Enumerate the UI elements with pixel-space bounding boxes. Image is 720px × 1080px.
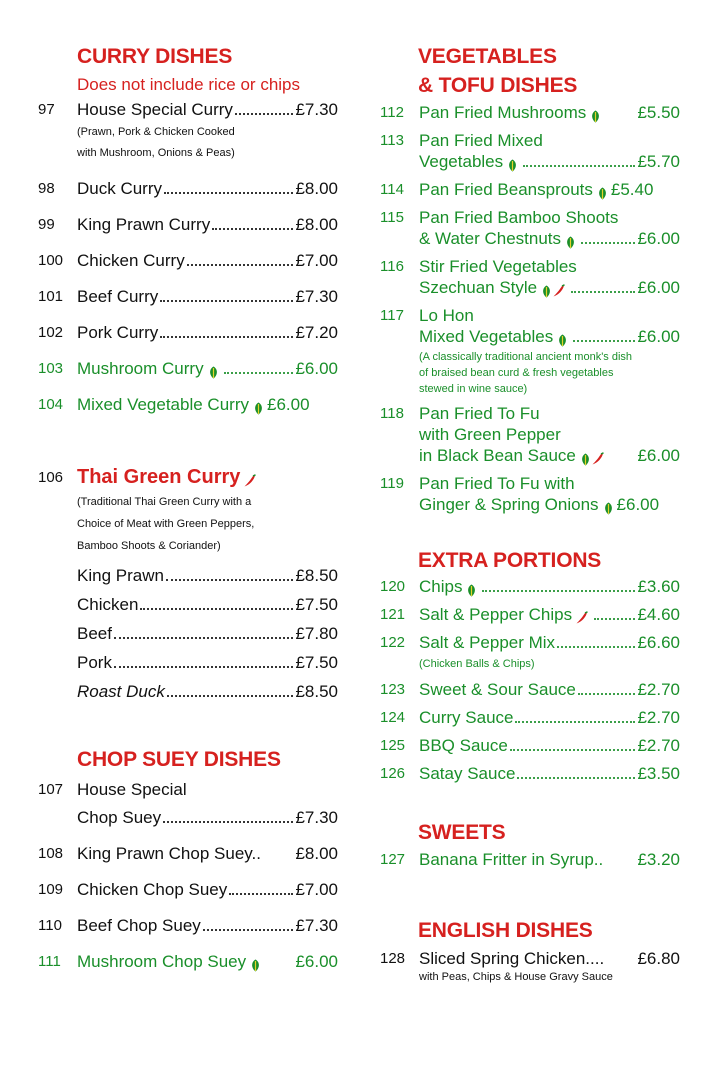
item-number: 106: [38, 469, 64, 486]
item-number: 125: [380, 737, 406, 754]
menu-item-122: [380, 632, 680, 653]
menu-item-103: [38, 358, 338, 379]
menu-item-111: [38, 951, 338, 972]
menu-item-110: [38, 915, 338, 936]
item-price: £6.80: [637, 949, 680, 968]
menu-item-118: [380, 403, 680, 424]
chili-icon: [552, 284, 566, 298]
item-name: Banana Fritter in Syrup..: [419, 850, 604, 869]
item-note: with Peas, Chips & House Gravy Sauce: [419, 971, 613, 983]
item-name: Curry Sauce: [419, 708, 514, 727]
item-price: £6.00: [295, 359, 338, 378]
thai-option-king-prawn: [77, 565, 338, 586]
item-number: 124: [380, 709, 406, 726]
veg-heading-2: & TOFU DISHES: [418, 74, 578, 97]
item-price: £7.20: [295, 323, 338, 342]
english-heading: ENGLISH DISHES: [418, 919, 593, 942]
item-price: £2.70: [637, 680, 680, 699]
menu-item-106: [38, 467, 338, 488]
item-price: £3.20: [637, 850, 680, 869]
item-number: 111: [38, 953, 61, 970]
item-name: Pan Fried Beansprouts: [419, 180, 593, 199]
option-price: £7.80: [295, 624, 338, 643]
item-note: Choice of Meat with Green Peppers,: [77, 518, 255, 530]
item-name: Chop Suey: [77, 808, 162, 827]
option-name: Beef: [77, 624, 112, 643]
item-number: 108: [38, 845, 64, 862]
menu-item-108: [38, 843, 338, 864]
menu-item-112: [380, 102, 680, 123]
item-price: £2.70: [637, 708, 680, 727]
item-name: in Black Bean Sauce: [419, 446, 576, 465]
item-name: Pork Curry: [77, 323, 159, 342]
leaf-icon: [597, 187, 608, 200]
leaf-icon: [250, 959, 261, 972]
menu-item-107-line2: [77, 807, 338, 828]
item-number: 110: [38, 917, 62, 934]
item-name: House Special: [77, 780, 187, 799]
leaf-icon: [208, 366, 219, 379]
menu-item-116-line2: [419, 277, 680, 298]
item-price: £2.70: [637, 736, 680, 755]
item-name: Pan Fried To Fu with: [419, 474, 575, 493]
chili-icon: [243, 474, 257, 488]
item-price: £7.30: [295, 100, 338, 119]
item-name: Chicken Curry: [77, 251, 185, 270]
leaf-icon: [541, 285, 552, 298]
item-note: with Mushroom, Onions & Peas): [77, 147, 235, 159]
menu-item-121: [380, 604, 680, 625]
menu-item-118-line2: [419, 424, 680, 445]
item-price: £6.00: [637, 278, 680, 297]
item-name: Mushroom Curry: [77, 359, 204, 378]
item-price: £5.40: [610, 180, 654, 199]
item-price: £6.00: [637, 327, 680, 346]
item-price: £4.60: [637, 605, 680, 624]
item-name: Sweet & Sour Sauce: [419, 680, 576, 699]
item-number: 116: [380, 258, 404, 275]
curry-heading: CURRY DISHES: [77, 45, 233, 68]
menu-item-119: [380, 473, 680, 494]
item-number: 102: [38, 324, 64, 341]
item-price: £3.60: [637, 577, 680, 596]
option-price: £7.50: [295, 653, 338, 672]
item-number: 121: [380, 606, 406, 623]
item-name: Mixed Vegetable Curry: [77, 395, 249, 414]
item-price: £5.70: [637, 152, 680, 171]
item-name: Duck Curry: [77, 179, 163, 198]
item-number: 103: [38, 360, 64, 377]
item-name: Lo Hon: [419, 306, 474, 325]
menu-item-115: [380, 207, 680, 228]
item-number: 126: [380, 765, 406, 782]
item-name: Thai Green Curry: [77, 466, 241, 488]
leaf-icon: [557, 334, 568, 347]
item-name: Stir Fried Vegetables: [419, 257, 577, 276]
item-name: Pan Fried Bamboo Shoots: [419, 208, 619, 227]
option-name: King Prawn: [77, 566, 164, 585]
item-number: 119: [380, 475, 404, 492]
item-name: King Prawn Chop Suey..: [77, 844, 261, 863]
menu-item-117-line2: [419, 326, 680, 347]
item-number: 107: [38, 781, 64, 798]
leaf-icon: [580, 453, 591, 466]
item-number: 104: [38, 396, 64, 413]
menu-item-113-line2: [419, 151, 680, 172]
menu-item-125: [380, 735, 680, 756]
item-number: 109: [38, 881, 64, 898]
item-number: 114: [380, 181, 404, 198]
item-name: Salt & Pepper Chips: [419, 605, 573, 624]
option-name: Pork: [77, 653, 112, 672]
menu-item-127: [380, 849, 680, 870]
item-name: Chicken Chop Suey: [77, 880, 228, 899]
menu-item-124: [380, 707, 680, 728]
menu-item-117: [380, 305, 680, 326]
item-number: 122: [380, 634, 406, 651]
item-name: Satay Sauce: [419, 764, 516, 783]
leaf-icon: [466, 584, 477, 597]
item-number: 123: [380, 681, 406, 698]
item-name: House Special Curry: [77, 100, 233, 119]
item-number: 117: [380, 307, 404, 324]
item-name: Sliced Spring Chicken....: [419, 949, 605, 968]
item-note: (Chicken Balls & Chips): [419, 658, 535, 670]
menu-item-113: [380, 130, 680, 151]
item-note: (A classically traditional ancient monk's dish: [419, 351, 633, 363]
thai-option-roast-duck: [77, 681, 338, 702]
item-name: Vegetables: [419, 152, 504, 171]
curry-subnote: Does not include rice or chips: [77, 75, 301, 94]
item-name: with Green Pepper: [419, 425, 561, 444]
menu-item-107: [38, 779, 338, 800]
item-price: £6.00: [266, 395, 310, 414]
item-name: Szechuan Style: [419, 278, 538, 297]
item-number: 128: [380, 950, 406, 967]
item-number: 101: [38, 288, 64, 305]
item-name: Pan Fried To Fu: [419, 404, 540, 423]
item-name: Beef Chop Suey: [77, 916, 201, 935]
menu-item-99: [38, 214, 338, 235]
menu-item-116: [380, 256, 680, 277]
item-note: (Traditional Thai Green Curry with a: [77, 496, 252, 508]
menu-item-100: [38, 250, 338, 271]
left-column: [38, 42, 338, 972]
item-note: of braised bean curd & fresh vegetables: [419, 367, 614, 379]
menu-item-118-line3: [419, 445, 680, 466]
menu-item-123: [380, 679, 680, 700]
veg-heading: VEGETABLES: [418, 45, 557, 68]
item-name: BBQ Sauce: [419, 736, 508, 755]
item-price: £7.30: [295, 916, 338, 935]
item-note: stewed in wine sauce): [419, 383, 528, 395]
item-name: Mixed Vegetables: [419, 327, 554, 346]
item-name: Pan Fried Mixed: [419, 131, 543, 150]
menu-item-101: [38, 286, 338, 307]
menu-item-119-line2: [419, 494, 680, 515]
item-number: 100: [38, 252, 64, 269]
leaf-icon: [603, 502, 614, 515]
item-price: £7.30: [295, 287, 338, 306]
item-number: 118: [380, 405, 404, 422]
item-price: £7.00: [295, 880, 338, 899]
item-name: Ginger & Spring Onions: [419, 495, 599, 514]
option-price: £7.50: [295, 595, 338, 614]
leaf-icon: [590, 110, 601, 123]
item-name: Salt & Pepper Mix: [419, 633, 556, 652]
menu-item-98: [38, 178, 338, 199]
item-number: 113: [380, 132, 404, 149]
sweets-heading: SWEETS: [418, 821, 506, 844]
leaf-icon: [507, 159, 518, 172]
leaf-icon: [565, 236, 576, 249]
menu-item-109: [38, 879, 338, 900]
item-price: £6.60: [637, 633, 680, 652]
item-number: 98: [38, 180, 55, 197]
item-price: £7.30: [295, 808, 338, 827]
chopsuey-heading: CHOP SUEY DISHES: [77, 748, 281, 771]
item-price: £6.00: [616, 495, 660, 514]
item-number: 115: [380, 209, 404, 226]
item-number: 97: [38, 101, 55, 118]
item-name: King Prawn Curry: [77, 215, 211, 234]
item-name: Chips: [419, 577, 463, 596]
menu-item-114: [380, 179, 680, 200]
item-price: £6.00: [637, 446, 680, 465]
option-price: £8.50: [295, 682, 338, 701]
menu-item-128: [380, 948, 680, 969]
item-note: Bamboo Shoots & Coriander): [77, 540, 221, 552]
option-name: Roast Duck: [77, 682, 165, 701]
item-number: 120: [380, 578, 406, 595]
item-number: 99: [38, 216, 55, 233]
thai-option-beef: [77, 623, 338, 644]
item-name: & Water Chestnuts: [419, 229, 562, 248]
item-name: Beef Curry: [77, 287, 159, 306]
thai-option-chicken: [77, 594, 338, 615]
chili-icon: [591, 452, 605, 466]
leaf-icon: [253, 402, 264, 415]
thai-option-pork: [77, 652, 338, 673]
item-name: Mushroom Chop Suey: [77, 952, 247, 971]
item-price: £8.00: [295, 179, 338, 198]
option-name: Chicken: [77, 595, 139, 614]
item-number: 127: [380, 851, 406, 868]
menu-item-97: [38, 99, 338, 120]
item-price: £3.50: [637, 764, 680, 783]
item-price: £5.50: [637, 103, 680, 122]
extra-heading: EXTRA PORTIONS: [418, 549, 602, 572]
menu-item-115-line2: [419, 228, 680, 249]
item-number: 112: [380, 104, 404, 121]
item-price: £8.00: [295, 215, 338, 234]
menu-item-120: [380, 576, 680, 597]
menu-item-102: [38, 322, 338, 343]
menu-item-126: [380, 763, 680, 784]
right-column: [380, 42, 680, 985]
item-price: £8.00: [295, 844, 338, 863]
item-name: Pan Fried Mushrooms: [419, 103, 587, 122]
item-price: £6.00: [295, 952, 338, 971]
chili-icon: [575, 611, 589, 625]
item-price: £6.00: [637, 229, 680, 248]
option-price: £8.50: [295, 566, 338, 585]
menu-item-104: [38, 394, 338, 415]
item-note: (Prawn, Pork & Chicken Cooked: [77, 126, 235, 138]
item-price: £7.00: [295, 251, 338, 270]
